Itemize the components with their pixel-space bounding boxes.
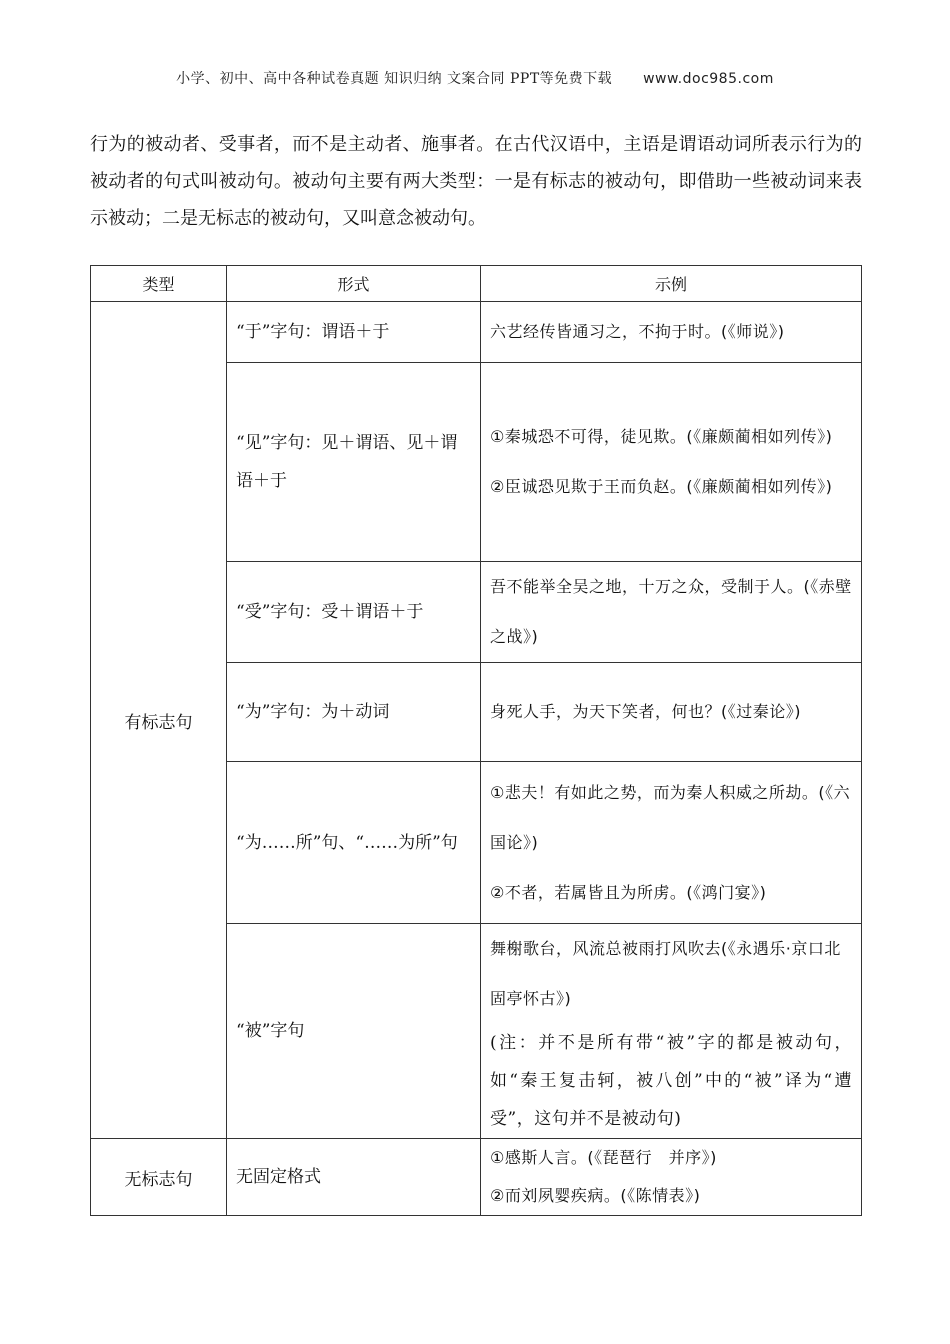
form-cell: 无固定格式 xyxy=(227,1139,481,1216)
example-text: ②而刘夙婴疾病。(《陈情表》) xyxy=(490,1186,701,1205)
header-text: 小学、初中、高中各种试卷真题 知识归纳 文案合同 PPT等免费下载 xyxy=(176,71,613,87)
column-header-example: 示例 xyxy=(481,266,862,302)
example-cell xyxy=(481,302,862,363)
header-site-link[interactable]: www.doc985.com xyxy=(643,71,774,87)
example-cell xyxy=(481,363,862,562)
table-header-row xyxy=(91,266,862,302)
example-text: 舞榭歌台，风流总被雨打风吹去(《永遇乐·京口北固亭怀古》) xyxy=(490,939,841,1008)
form-cell: “为……所”句、“……为所”句 xyxy=(227,762,481,924)
column-header-form: 形式 xyxy=(227,266,481,302)
example-cell xyxy=(481,663,862,762)
example-text: ②不者，若属皆且为所虏。(《鸿门宴》) xyxy=(490,882,767,902)
passive-sentence-table xyxy=(90,265,862,1216)
form-cell: “为”字句：为＋动词 xyxy=(227,663,481,762)
example-text: ①感斯人言。(《琵琶行 并序》) xyxy=(490,1148,717,1167)
intro-paragraph: 行为的被动者、受事者，而不是主动者、施事者。在古代汉语中，主语是谓语动词所表示行为的被动者的句式叫被动句。被动句主要有两大类型：一是有标志的被动句，即借助一些被动词来表示被动；二是无标志的被动句，又叫意念被动句。 xyxy=(90,134,862,229)
example-cell xyxy=(481,924,862,1139)
example-note: (注：并不是所有带“被”字的都是被动句，如“秦王复击轲，被八创”中的“被”译为“遭受”，这句并不是被动句) xyxy=(490,1033,852,1129)
type-cell-marked: 有标志句 xyxy=(91,302,227,1139)
example-text: 吾不能举全吴之地，十万之众，受制于人。(《赤壁之战》) xyxy=(490,577,852,646)
example-text: ①悲夫！有如此之势，而为秦人积威之所劫。(《六国论》) xyxy=(490,782,851,852)
column-header-type: 类型 xyxy=(91,266,227,302)
example-text: 身死人手，为天下笑者，何也？(《过秦论》) xyxy=(490,702,801,721)
example-text: ②臣诚恐见欺于王而负赵。(《廉颇蔺相如列传》) xyxy=(490,477,833,496)
example-text: ①秦城恐不可得，徒见欺。(《廉颇蔺相如列传》) xyxy=(490,427,833,446)
example-cell xyxy=(481,762,862,924)
form-cell: “受”字句：受＋谓语＋于 xyxy=(227,562,481,663)
page-header xyxy=(0,68,950,88)
table-row xyxy=(91,302,862,363)
form-cell: “被”字句 xyxy=(227,924,481,1139)
form-cell: “于”字句：谓语＋于 xyxy=(227,302,481,363)
example-text: 六艺经传皆通习之，不拘于时。(《师说》) xyxy=(490,322,785,341)
type-cell-unmarked: 无标志句 xyxy=(91,1139,227,1216)
form-cell: “见”字句：见＋谓语、见＋谓语＋于 xyxy=(227,363,481,562)
table-row xyxy=(91,1139,862,1216)
example-cell xyxy=(481,562,862,663)
example-cell xyxy=(481,1139,862,1216)
